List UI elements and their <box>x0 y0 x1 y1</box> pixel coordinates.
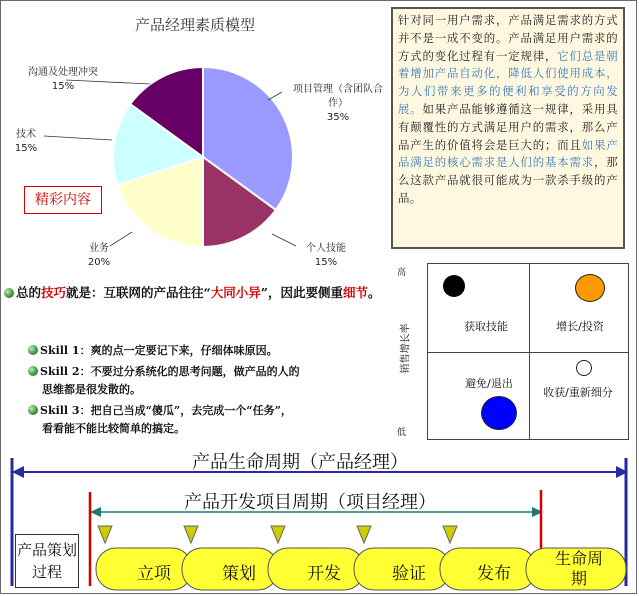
skill-item: Skill 2：不要过分系统化的思考问题，做产品的人的 思维都是很发散的。 <box>28 363 378 399</box>
quadrant-label: 收获/重新细分 <box>543 386 613 399</box>
stage-label: 立项 <box>137 564 171 584</box>
quadrant-label: 增长/投资 <box>556 320 604 333</box>
skill-item: Skill 3：把自己当成“傻瓜”，去完成一个“任务”， 看看能不能比较简单的搞定。 <box>28 402 378 438</box>
quote-highlight-1: 它们总是朝着增加产品自动化，降低人们使用成本，为人们带来更多的便利和享受的方向发展。 <box>398 48 618 116</box>
pie-label-business: 业务 20% <box>87 243 111 268</box>
pie-label-personal: 个人技能 15% <box>306 243 346 268</box>
quadrant-label: 避免/退出 <box>465 377 513 390</box>
stage-label: 验证 <box>392 564 426 584</box>
quadrant-label: 获取技能 <box>464 320 508 333</box>
highlight-badge: 精彩内容 <box>24 186 102 214</box>
skill-item: Skill 1：爽的点一定要记下来，仔细体味原因。 <box>28 342 378 360</box>
lifecycle-title: 产品生命周期（产品经理） <box>192 452 408 473</box>
quote-text-3: ，那么这款产品就很可能成为一款杀手级的产品。 <box>398 155 618 205</box>
quote-text-2: 如果产品能够遵循这一规律，采用具有颠覆性的方式满足用户的需求，那么产品产生的价值将会是巨大的；而且 <box>398 101 618 152</box>
pie-label-project: 项目管理（含团队合作） 35% <box>293 84 383 123</box>
axis-title: 销售增长率 <box>400 323 412 374</box>
stage-label: 开发 <box>307 564 341 584</box>
pie-label-communication: 沟通及处理冲突 15% <box>28 67 98 92</box>
quote-highlight-2: 如果产品满足的核心需求是人们的基本需求 <box>398 137 618 170</box>
pie-title: 产品经理素质模型 <box>134 16 255 34</box>
axis-low-label: 低 <box>397 428 407 438</box>
pie-label-tech: 技术 15% <box>14 129 38 154</box>
lifecycle-end-label: 生命周期 <box>555 549 604 588</box>
stage-label: 策划 <box>222 564 256 584</box>
planning-process-box: 产品策划过程 <box>15 534 79 588</box>
quote-text-1: 针对同一用户需求，产品满足需求的方式并不是一成不变的。产品满足用户需求的方式的变化过程有一定规律， <box>398 13 618 63</box>
main-tip: 总的技巧就是：互联网的产品往往“大同小异”，因此要侧重细节。 <box>4 281 388 304</box>
dev-cycle-title: 产品开发项目周期（项目经理） <box>184 492 436 513</box>
axis-high-label: 高 <box>397 268 407 278</box>
stage-label: 发布 <box>477 564 511 584</box>
